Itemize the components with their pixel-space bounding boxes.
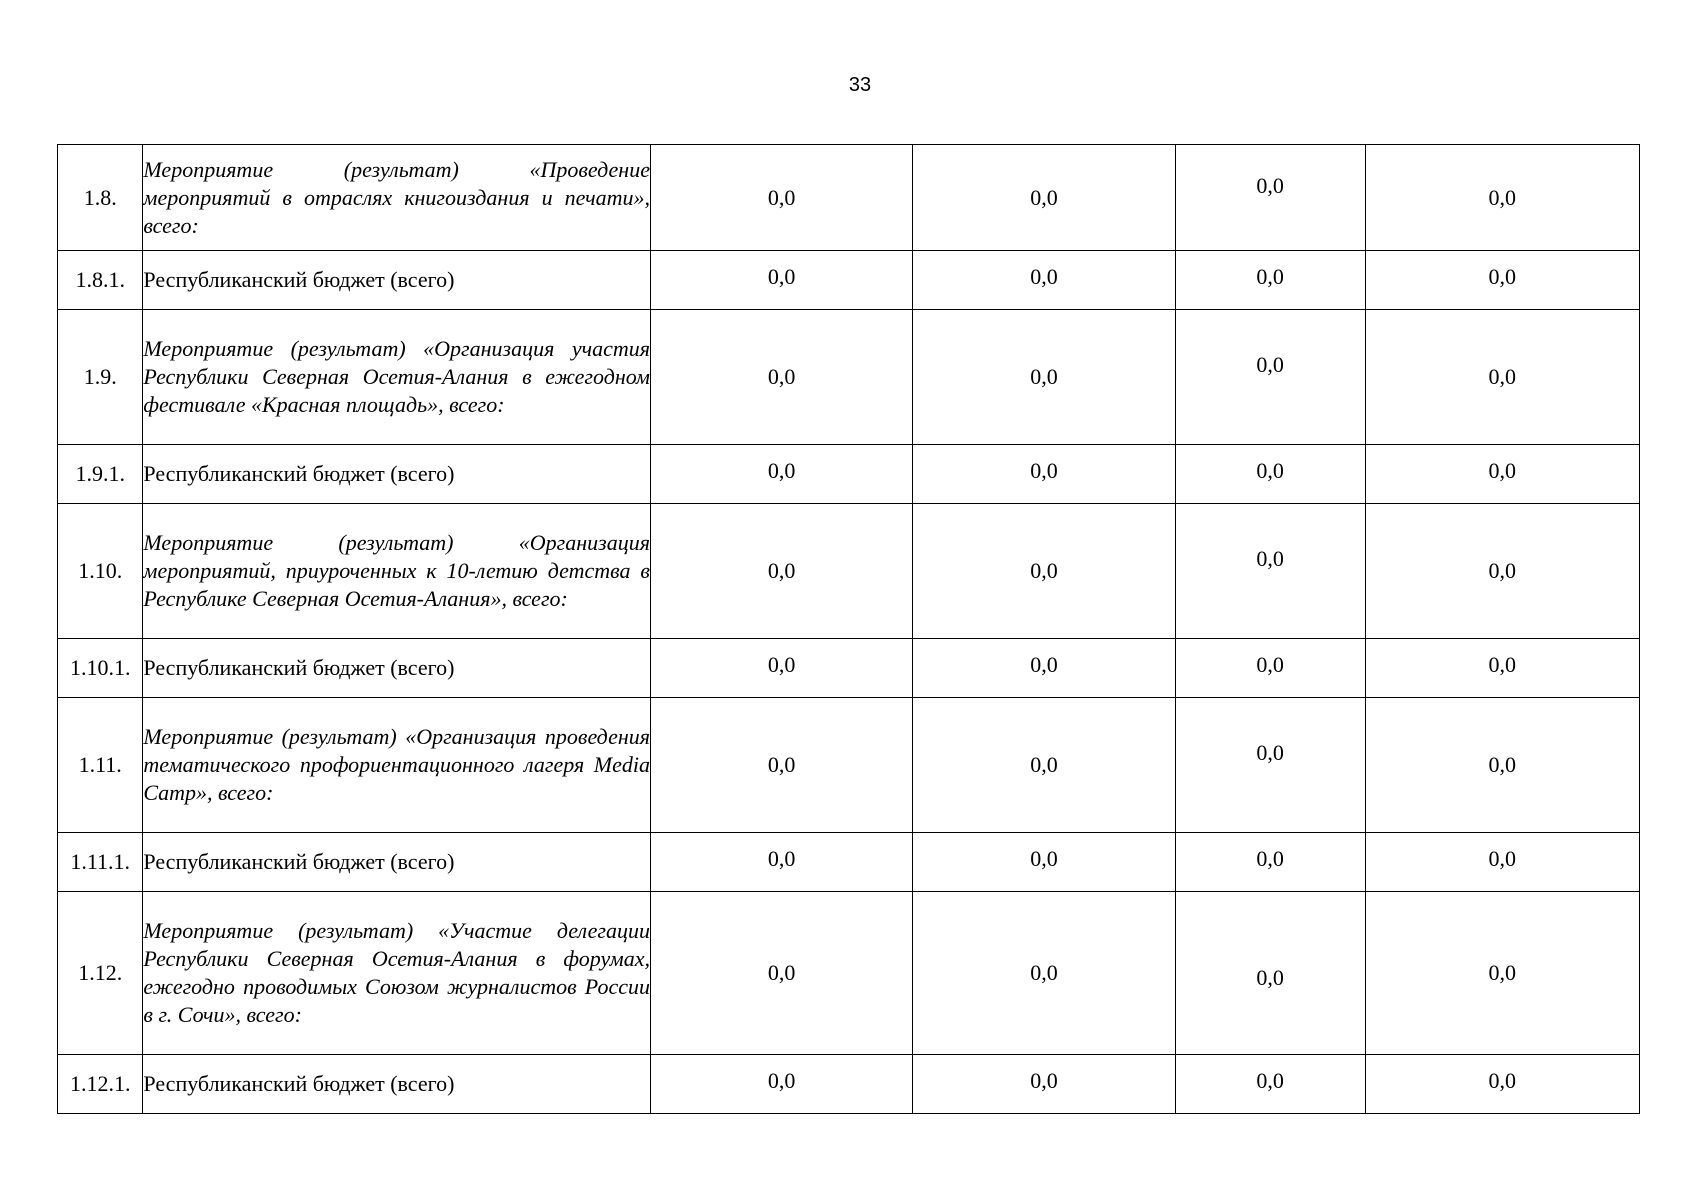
row-description: Республиканский бюджет (всего) — [143, 445, 651, 504]
row-number: 1.10.1. — [58, 639, 143, 698]
value-cell: 0,0 — [913, 310, 1175, 445]
table-row-budget — [58, 833, 1640, 892]
row-description: Мероприятие (результат) «Организация мероприятий, приуроченных к 10-летию детства в Республике Северная Осетия-Алания», всего: — [143, 504, 651, 639]
row-number: 1.8.1. — [58, 251, 143, 310]
value-cell: 0,0 — [1175, 1055, 1365, 1114]
table-row-budget — [58, 251, 1640, 310]
row-description: Республиканский бюджет (всего) — [143, 251, 651, 310]
value-cell: 0,0 — [1175, 251, 1365, 310]
value-cell: 0,0 — [1175, 833, 1365, 892]
value-cell: 0,0 — [650, 1055, 912, 1114]
table-row-budget — [58, 1055, 1640, 1114]
value-cell: 0,0 — [1365, 639, 1639, 698]
table-row-budget — [58, 445, 1640, 504]
row-description: Мероприятие (результат) «Организация проведения тематического профориентационного лагеря Media Camp», всего: — [143, 698, 651, 833]
value-cell: 0,0 — [1365, 445, 1639, 504]
value-cell: 0,0 — [1175, 892, 1365, 1055]
table-row-budget — [58, 639, 1640, 698]
value-cell: 0,0 — [650, 251, 912, 310]
row-description: Мероприятие (результат) «Участие делегации Республики Северная Осетия-Алания в форумах, ежегодно проводимых Союзом журналистов России в г. Сочи», всего: — [143, 892, 651, 1055]
value-cell: 0,0 — [650, 892, 912, 1055]
page-number: 33 — [848, 74, 872, 96]
value-cell: 0,0 — [1365, 504, 1639, 639]
value-cell: 0,0 — [913, 892, 1175, 1055]
row-description: Республиканский бюджет (всего) — [143, 833, 651, 892]
row-number: 1.8. — [58, 145, 143, 251]
value-cell: 0,0 — [913, 1055, 1175, 1114]
value-cell: 0,0 — [1365, 145, 1639, 251]
value-cell: 0,0 — [650, 833, 912, 892]
table-row-measure — [58, 698, 1640, 833]
value-cell: 0,0 — [913, 145, 1175, 251]
value-cell: 0,0 — [650, 310, 912, 445]
value-cell: 0,0 — [650, 445, 912, 504]
value-cell: 0,0 — [913, 445, 1175, 504]
value-cell: 0,0 — [650, 504, 912, 639]
row-description: Республиканский бюджет (всего) — [143, 639, 651, 698]
budget-table — [57, 144, 1640, 1114]
row-number: 1.9. — [58, 310, 143, 445]
value-cell: 0,0 — [1175, 698, 1365, 833]
row-number: 1.9.1. — [58, 445, 143, 504]
value-cell: 0,0 — [1365, 1055, 1639, 1114]
value-cell: 0,0 — [1175, 145, 1365, 251]
value-cell: 0,0 — [1365, 833, 1639, 892]
value-cell: 0,0 — [913, 504, 1175, 639]
value-cell: 0,0 — [650, 698, 912, 833]
value-cell: 0,0 — [1365, 310, 1639, 445]
row-description: Мероприятие (результат) «Проведение мероприятий в отраслях книгоиздания и печати», всего: — [143, 145, 651, 251]
row-number: 1.10. — [58, 504, 143, 639]
value-cell: 0,0 — [1365, 251, 1639, 310]
value-cell: 0,0 — [913, 833, 1175, 892]
row-number: 1.12. — [58, 892, 143, 1055]
table-row-measure — [58, 892, 1640, 1055]
value-cell: 0,0 — [1175, 639, 1365, 698]
value-cell: 0,0 — [650, 639, 912, 698]
value-cell: 0,0 — [913, 251, 1175, 310]
table-row-measure — [58, 310, 1640, 445]
value-cell: 0,0 — [1365, 698, 1639, 833]
value-cell: 0,0 — [1175, 445, 1365, 504]
row-description: Мероприятие (результат) «Организация участия Республики Северная Осетия-Алания в ежегодном фестивале «Красная площадь», всего: — [143, 310, 651, 445]
value-cell: 0,0 — [1175, 310, 1365, 445]
value-cell: 0,0 — [913, 698, 1175, 833]
value-cell: 0,0 — [650, 145, 912, 251]
row-number: 1.12.1. — [58, 1055, 143, 1114]
row-description: Республиканский бюджет (всего) — [143, 1055, 651, 1114]
value-cell: 0,0 — [913, 639, 1175, 698]
row-number: 1.11.1. — [58, 833, 143, 892]
table-row-measure — [58, 504, 1640, 639]
value-cell: 0,0 — [1365, 892, 1639, 1055]
table-row-measure — [58, 145, 1640, 251]
value-cell: 0,0 — [1175, 504, 1365, 639]
row-number: 1.11. — [58, 698, 143, 833]
